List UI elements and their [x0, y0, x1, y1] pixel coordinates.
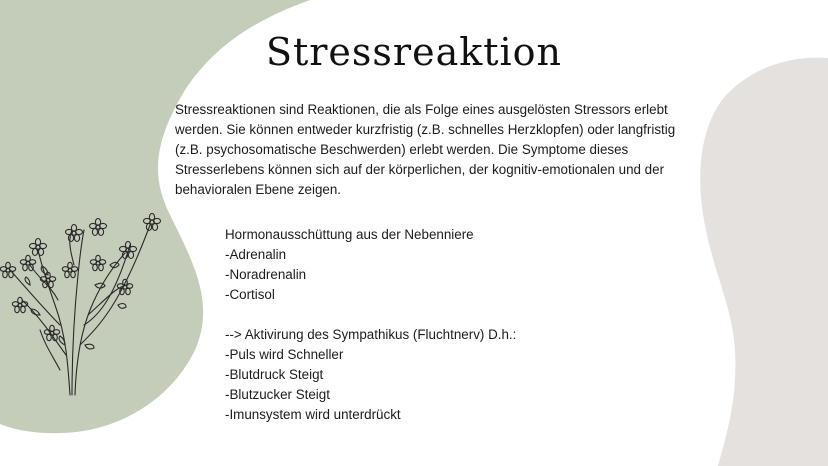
symptom-list — [225, 225, 645, 425]
grey-blob — [700, 58, 828, 466]
flower-plant-illustration-icon — [0, 205, 175, 405]
list-item: -Noradrenalin — [225, 267, 307, 282]
slide-title: Stressreaktion — [265, 30, 563, 74]
list-item: -Blutdruck Steigt — [225, 367, 324, 382]
hormones-heading: Hormonausschüttung aus der Nebenniere — [225, 227, 474, 242]
intro-paragraph: Stressreaktionen sind Reaktionen, die als Folge eines ausgelösten Stressors erlebt werden. Sie können entweder kurzfristig (z.B. schnelles Herzklopfen) oder langfristig (z.B. psychosomatische Beschwerden) erlebt werden. Die Symptome dieses Stresserlebens können sich auf der körperlichen, der kognitiv-emotionalen und der behavioralen Ebene zeigen. — [175, 102, 676, 197]
spacer — [225, 305, 645, 325]
list-item: -Puls wird Schneller — [225, 347, 344, 362]
list-item: -Blutzucker Steigt — [225, 387, 330, 402]
list-item: -Adrenalin — [225, 247, 287, 262]
list-item: -Imunsystem wird unterdrückt — [225, 407, 401, 422]
list-item: -Cortisol — [225, 287, 275, 302]
sympathikus-heading: --> Aktivirung des Sympathikus (Fluchtnerv) D.h.: — [225, 327, 517, 342]
